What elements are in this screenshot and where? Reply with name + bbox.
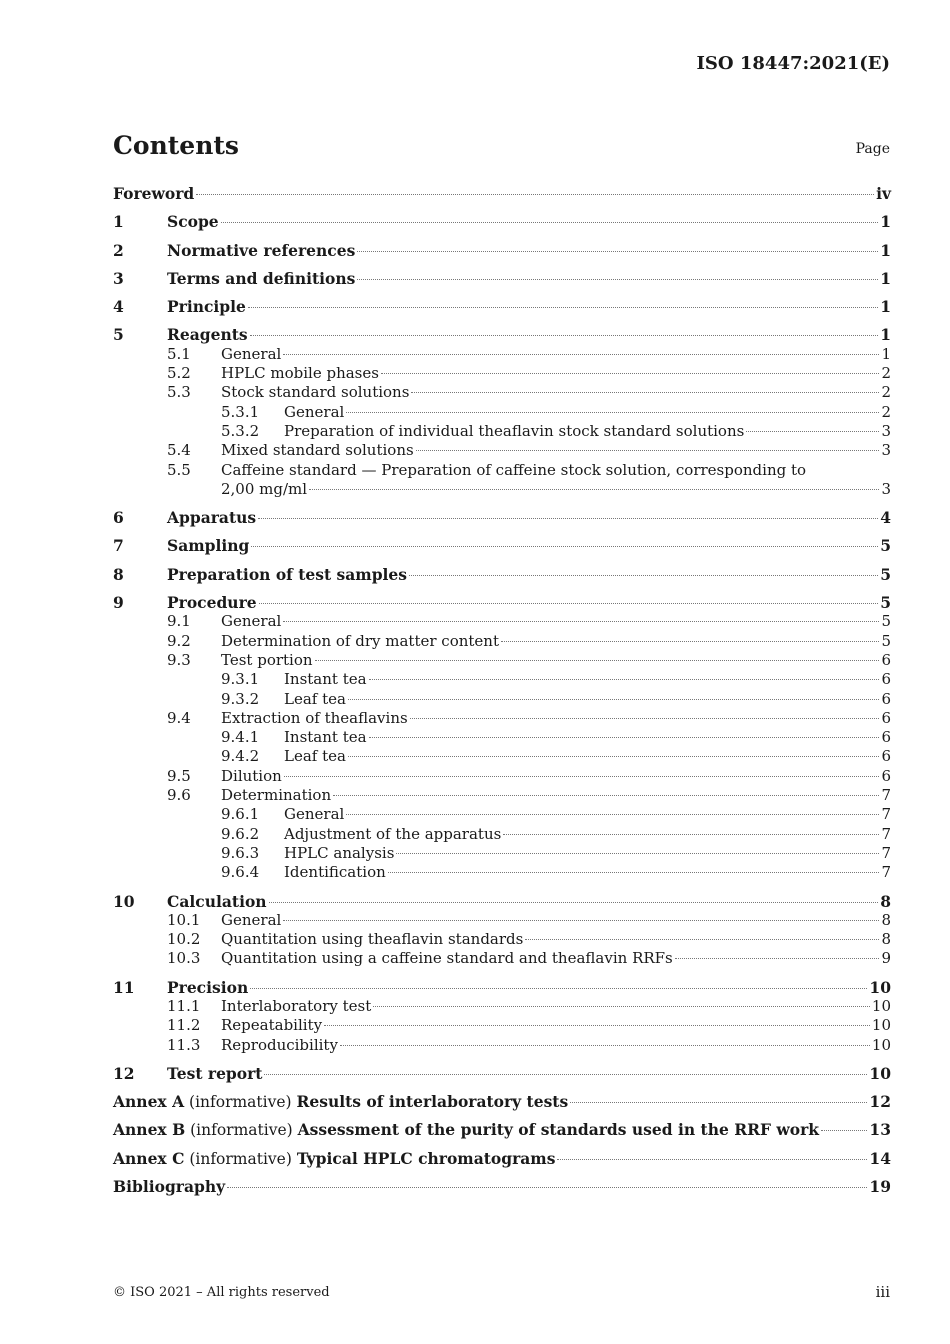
toc-entry-page: 5	[881, 631, 891, 650]
toc-entry-page: 6	[881, 708, 891, 727]
toc-entry-page: 3	[881, 421, 891, 440]
toc-entry-page: 13	[869, 1120, 891, 1140]
toc-entry-title-text: General	[284, 402, 345, 421]
toc-entry-page: 1	[880, 240, 891, 260]
dot-leader	[346, 412, 879, 413]
annex-note: (informative)	[184, 1149, 297, 1168]
toc-entry-title	[167, 892, 267, 911]
toc-entry-title	[284, 728, 367, 747]
toc-entry-page: 2	[881, 383, 891, 402]
document-code: ISO 18447:2021(E)	[696, 53, 890, 74]
toc-entry-title	[221, 612, 281, 631]
toc-entry-title	[221, 383, 409, 402]
toc-entry-title-text: Reagents	[167, 325, 248, 345]
toc-entry-number: 9.6.3	[221, 843, 260, 862]
toc-entry-title	[167, 565, 407, 584]
toc-entry-page: 1	[881, 344, 891, 363]
dot-leader	[675, 958, 880, 959]
toc-entry-number: 9.3	[167, 650, 191, 669]
toc-entry-title	[221, 1016, 322, 1035]
toc-entry-number: 3	[113, 268, 124, 288]
toc-entry-page: 10	[871, 996, 891, 1015]
toc-entry-page: 7	[881, 824, 891, 843]
toc-entry-title-text: Interlaboratory test	[221, 996, 372, 1015]
toc-entry-number: 10.2	[167, 930, 201, 949]
toc-entry-page: 12	[869, 1092, 891, 1112]
toc-entry-title	[221, 441, 414, 460]
dot-leader	[369, 737, 880, 738]
toc-entry-page: 9	[881, 949, 891, 968]
annex-note: (informative)	[184, 1093, 297, 1112]
toc-entry-page: 5	[881, 612, 891, 631]
dot-leader	[248, 307, 878, 308]
dot-leader	[348, 699, 880, 700]
toc-entry-title-text: Test portion	[221, 650, 313, 669]
toc-entry[interactable]	[113, 949, 891, 968]
toc-entry[interactable]	[113, 690, 891, 709]
toc-entry-number: 12	[113, 1063, 135, 1083]
toc-entry-number: 5.4	[167, 441, 191, 460]
toc-entry[interactable]	[113, 1092, 891, 1111]
toc-entry-page: 3	[881, 479, 891, 498]
toc-entry-page: 5	[880, 564, 891, 584]
toc-entry-page: 4	[880, 508, 891, 528]
table-of-contents	[113, 184, 891, 1196]
toc-entry-page: 10	[869, 977, 891, 997]
toc-entry[interactable]	[113, 767, 891, 786]
toc-entry-title-text: Procedure	[167, 593, 257, 613]
toc-entry-number: 9.5	[167, 766, 191, 785]
toc-entry-number: 2	[113, 240, 124, 260]
toc-entry-page: iv	[876, 184, 891, 203]
dot-leader	[221, 222, 879, 223]
toc-entry-title-text: Stock standard solutions	[221, 383, 410, 402]
dot-leader	[250, 988, 867, 989]
toc-entry-title-text: Extraction of theaflavins	[221, 708, 408, 727]
toc-entry-title	[221, 651, 313, 670]
dot-leader	[373, 1006, 870, 1007]
toc-entry-number: 5.3	[167, 383, 191, 402]
toc-entry-title	[113, 1149, 555, 1169]
dot-leader	[315, 660, 880, 661]
toc-entry-number: 9	[113, 593, 124, 613]
toc-entry[interactable]	[113, 1149, 891, 1168]
toc-entry[interactable]	[113, 241, 891, 260]
toc-entry-page: 6	[881, 728, 891, 747]
toc-entry[interactable]	[113, 892, 891, 911]
dot-leader	[388, 872, 880, 873]
toc-entry-title	[221, 949, 673, 968]
toc-entry[interactable]	[113, 536, 891, 555]
dot-leader	[570, 1102, 867, 1103]
toc-entry[interactable]	[113, 930, 891, 949]
toc-entry-page: 6	[881, 650, 891, 669]
toc-entry-page: 5	[880, 536, 891, 556]
toc-entry-title-text: General	[221, 612, 282, 631]
dot-leader	[525, 939, 879, 940]
toc-entry[interactable]	[113, 997, 891, 1016]
toc-entry-page: 10	[871, 1016, 891, 1035]
toc-entry[interactable]	[113, 1036, 891, 1055]
toc-entry-title-text: General	[221, 344, 282, 363]
toc-entry[interactable]	[113, 565, 891, 584]
toc-entry-title-text: Scope	[167, 212, 219, 232]
toc-entry[interactable]	[113, 441, 891, 460]
toc-entry-title	[167, 1064, 262, 1083]
toc-entry-title	[167, 978, 248, 997]
toc-entry-title	[284, 690, 346, 709]
toc-entry[interactable]	[113, 1016, 891, 1035]
dot-leader	[258, 518, 878, 519]
toc-entry[interactable]	[113, 1064, 891, 1083]
dot-leader	[309, 489, 879, 490]
dot-leader	[251, 546, 878, 547]
dot-leader	[196, 194, 874, 195]
page-title: Contents	[113, 131, 240, 160]
toc-entry-title-text: Determination of dry matter content	[221, 631, 499, 650]
toc-entry-number: 5.2	[167, 364, 191, 383]
dot-leader	[346, 814, 879, 815]
toc-entry[interactable]	[113, 269, 891, 288]
toc-entry-title-text: Bibliography	[113, 1177, 226, 1197]
toc-entry-title	[221, 709, 408, 728]
toc-entry-number: 9.6.2	[221, 824, 260, 843]
toc-entry-number: 5.3.2	[221, 421, 260, 440]
toc-entry[interactable]	[113, 670, 891, 689]
toc-entry-page: 1	[880, 325, 891, 345]
toc-entry[interactable]	[113, 325, 891, 344]
toc-entry[interactable]	[113, 383, 891, 402]
dot-leader	[746, 431, 879, 432]
dot-leader	[348, 756, 880, 757]
toc-entry-title-text: Mixed standard solutions	[221, 441, 414, 460]
toc-entry-number: 1	[113, 212, 124, 232]
toc-entry-title	[113, 1120, 819, 1140]
toc-entry-page: 8	[881, 910, 891, 929]
toc-entry-number: 9.4.1	[221, 728, 260, 747]
toc-entry-title-text: Reproducibility	[221, 1035, 338, 1054]
toc-entry-title-text: Preparation of test samples	[167, 564, 408, 584]
dot-leader	[357, 251, 878, 252]
dot-leader	[283, 920, 879, 921]
toc-entry[interactable]	[113, 422, 891, 441]
toc-entry-title-text: Quantitation using a caffeine standard and theaflavin RRFs	[221, 949, 673, 968]
toc-entry[interactable]	[113, 709, 891, 728]
toc-entry-continuation[interactable]	[113, 480, 891, 499]
toc-entry-title-text: Dilution	[221, 766, 282, 785]
toc-entry-number: 5.3.1	[221, 402, 260, 421]
toc-entry[interactable]	[113, 508, 891, 527]
toc-entry-page: 7	[881, 805, 891, 824]
toc-entry-number: 9.3.1	[221, 670, 260, 689]
toc-entry[interactable]	[113, 863, 891, 882]
toc-entry-page: 6	[881, 689, 891, 708]
toc-entry[interactable]	[113, 747, 891, 766]
toc-entry-title	[284, 403, 344, 422]
toc-entry-title	[284, 825, 501, 844]
toc-entry-title	[221, 997, 371, 1016]
toc-entry-number: 10.1	[167, 910, 201, 929]
toc-entry-title-text: Repeatability	[221, 1016, 323, 1035]
toc-entry[interactable]	[113, 1120, 891, 1139]
toc-entry-title	[221, 461, 806, 480]
toc-entry-page: 3	[881, 441, 891, 460]
toc-entry-title-text: Annex C	[113, 1148, 185, 1168]
toc-entry-title	[167, 593, 257, 612]
toc-entry-title-text: Identification	[284, 863, 386, 882]
dot-leader	[357, 279, 878, 280]
toc-entry[interactable]	[113, 461, 891, 480]
toc-entry[interactable]	[113, 403, 891, 422]
toc-entry-page: 6	[881, 766, 891, 785]
toc-entry-title-text: Instant tea	[284, 670, 367, 689]
toc-entry-title	[284, 670, 367, 689]
toc-entry-page: 10	[869, 1063, 891, 1083]
page-number: iii	[875, 1283, 890, 1301]
toc-entry-title-text: Leaf tea	[284, 689, 346, 708]
toc-entry-number: 9.1	[167, 612, 191, 631]
dot-leader	[333, 795, 879, 796]
toc-entry-title	[221, 632, 499, 651]
toc-entry[interactable]	[113, 825, 891, 844]
toc-entry-title	[167, 212, 219, 231]
toc-entry-number: 11.1	[167, 996, 201, 1015]
toc-entry-page: 2	[881, 364, 891, 383]
toc-entry-number: 11.3	[167, 1035, 201, 1054]
toc-entry-title	[284, 863, 386, 882]
toc-entry-number: 11	[113, 977, 135, 997]
toc-entry-number: 5	[113, 325, 124, 345]
toc-entry-title	[113, 184, 194, 203]
toc-entry-title-text: Calculation	[167, 891, 267, 911]
dot-leader	[557, 1159, 867, 1160]
toc-entry-title-text: Caffeine standard — Preparation of caffeine stock solution, corresponding to	[221, 460, 807, 479]
toc-entry-page: 6	[881, 747, 891, 766]
toc-entry-number: 9.4.2	[221, 747, 260, 766]
toc-entry-title-text: General	[284, 805, 345, 824]
dot-leader	[227, 1187, 867, 1188]
toc-entry-title-text: HPLC mobile phases	[221, 364, 379, 383]
toc-entry-number: 9.2	[167, 631, 191, 650]
toc-entry[interactable]	[113, 911, 891, 930]
toc-entry[interactable]	[113, 364, 891, 383]
toc-entry-title	[167, 269, 355, 288]
toc-entry-title-text: Annex A	[113, 1092, 185, 1112]
annex-title: Assessment of the purity of standards used in the RRF work	[297, 1120, 819, 1140]
toc-entry-title-text: Instant tea	[284, 728, 367, 747]
dot-leader	[259, 603, 879, 604]
toc-entry-title-text: Annex B	[113, 1120, 186, 1140]
toc-entry-page: 2	[881, 402, 891, 421]
toc-entry-number: 4	[113, 297, 124, 317]
toc-entry-number: 11.2	[167, 1016, 201, 1035]
dot-leader	[416, 450, 880, 451]
dot-leader	[283, 621, 879, 622]
dot-leader	[264, 1074, 867, 1075]
toc-entry-number: 5.5	[167, 460, 191, 479]
toc-entry-number: 9.6	[167, 786, 191, 805]
dot-leader	[821, 1130, 867, 1131]
toc-entry-title-text: Leaf tea	[284, 747, 346, 766]
toc-entry-title-text: General	[221, 910, 282, 929]
toc-entry[interactable]	[113, 844, 891, 863]
toc-entry-number: 9.6.4	[221, 863, 260, 882]
toc-entry[interactable]	[113, 345, 891, 364]
page-column-label: Page	[855, 141, 890, 157]
toc-entry-page: 8	[881, 930, 891, 949]
toc-entry-number: 10	[113, 891, 135, 911]
dot-leader	[340, 1045, 870, 1046]
copyright-notice: © ISO 2021 – All rights reserved	[113, 1285, 330, 1300]
toc-entry-title-text: Principle	[167, 297, 246, 317]
toc-entry-title	[113, 1092, 568, 1112]
toc-entry[interactable]	[113, 612, 891, 631]
toc-entry-title	[221, 911, 281, 930]
toc-entry-number: 9.6.1	[221, 805, 260, 824]
dot-leader	[396, 853, 879, 854]
annex-title: Results of interlaboratory tests	[296, 1092, 569, 1112]
toc-entry[interactable]	[113, 786, 891, 805]
toc-entry-title	[167, 536, 249, 555]
toc-entry-title-text: Test report	[167, 1063, 263, 1083]
dot-leader	[501, 641, 879, 642]
toc-entry-number: 7	[113, 536, 124, 556]
toc-entry-page: 7	[881, 843, 891, 862]
toc-entry-page: 7	[881, 786, 891, 805]
toc-entry-number: 5.1	[167, 344, 191, 363]
annex-note: (informative)	[185, 1121, 298, 1140]
toc-entry-page: 19	[869, 1177, 891, 1197]
toc-entry-title	[221, 767, 282, 786]
toc-entry-number: 10.3	[167, 949, 201, 968]
toc-entry-title	[167, 297, 246, 316]
toc-entry-number: 9.3.2	[221, 689, 260, 708]
toc-entry-page: 6	[881, 670, 891, 689]
toc-entry[interactable]	[113, 978, 891, 997]
dot-leader	[283, 354, 879, 355]
toc-entry-title-text: HPLC analysis	[284, 843, 395, 862]
toc-entry-title-text: Determination	[221, 786, 332, 805]
toc-entry[interactable]	[113, 805, 891, 824]
toc-entry-title	[113, 1177, 225, 1196]
toc-entry-title	[221, 364, 379, 383]
toc-entry-title	[221, 1036, 338, 1055]
dot-leader	[409, 575, 878, 576]
toc-entry-title-text: Quantitation using theaflavin standards	[221, 930, 524, 949]
dot-leader	[381, 373, 879, 374]
dot-leader	[269, 902, 879, 903]
toc-entry-title-text: Apparatus	[167, 508, 257, 528]
dot-leader	[369, 679, 880, 680]
toc-entry[interactable]	[113, 297, 891, 316]
dot-leader	[410, 718, 880, 719]
toc-entry-page: 14	[869, 1148, 891, 1168]
toc-entry-title	[167, 325, 248, 344]
toc-entry-page: 1	[880, 212, 891, 232]
toc-entry-title-text: Sampling	[167, 536, 250, 556]
toc-entry[interactable]	[113, 593, 891, 612]
toc-entry-title-text: Preparation of individual theaflavin stock standard solutions	[284, 421, 745, 440]
toc-entry-page: 5	[880, 593, 891, 613]
toc-entry-number: 8	[113, 564, 124, 584]
dot-leader	[324, 1025, 870, 1026]
toc-entry-title	[284, 844, 394, 863]
toc-entry[interactable]	[113, 212, 891, 231]
toc-entry[interactable]	[113, 184, 891, 203]
toc-entry-title-text: Terms and definitions	[167, 268, 356, 288]
dot-leader	[411, 392, 879, 393]
toc-entry-title	[221, 345, 281, 364]
toc-entry-title	[167, 508, 256, 527]
dot-leader	[503, 834, 879, 835]
toc-entry-title-text: Normative references	[167, 240, 356, 260]
toc-entry[interactable]	[113, 728, 891, 747]
toc-entry-title	[221, 930, 523, 949]
toc-entry[interactable]	[113, 1177, 891, 1196]
toc-entry[interactable]	[113, 651, 891, 670]
toc-entry-title-continued: 2,00 mg/ml	[221, 479, 308, 498]
toc-entry-title-text: Foreword	[113, 184, 195, 203]
toc-entry-page: 10	[871, 1035, 891, 1054]
dot-leader	[284, 776, 880, 777]
toc-entry-page: 8	[880, 891, 891, 911]
toc-entry-title	[284, 747, 346, 766]
toc-entry-title	[284, 422, 744, 441]
dot-leader	[250, 335, 879, 336]
toc-entry-title	[284, 805, 344, 824]
toc-entry-page: 1	[880, 297, 891, 317]
toc-entry-number: 9.4	[167, 708, 191, 727]
toc-entry-title-text: Adjustment of the apparatus	[284, 824, 502, 843]
toc-entry-title	[221, 786, 331, 805]
toc-entry-page: 7	[881, 863, 891, 882]
toc-entry[interactable]	[113, 632, 891, 651]
toc-entry-number: 6	[113, 508, 124, 528]
toc-entry-title-text: Precision	[167, 977, 249, 997]
toc-entry-page: 1	[880, 268, 891, 288]
annex-title: Typical HPLC chromatograms	[296, 1148, 556, 1168]
toc-entry-title	[167, 241, 355, 260]
